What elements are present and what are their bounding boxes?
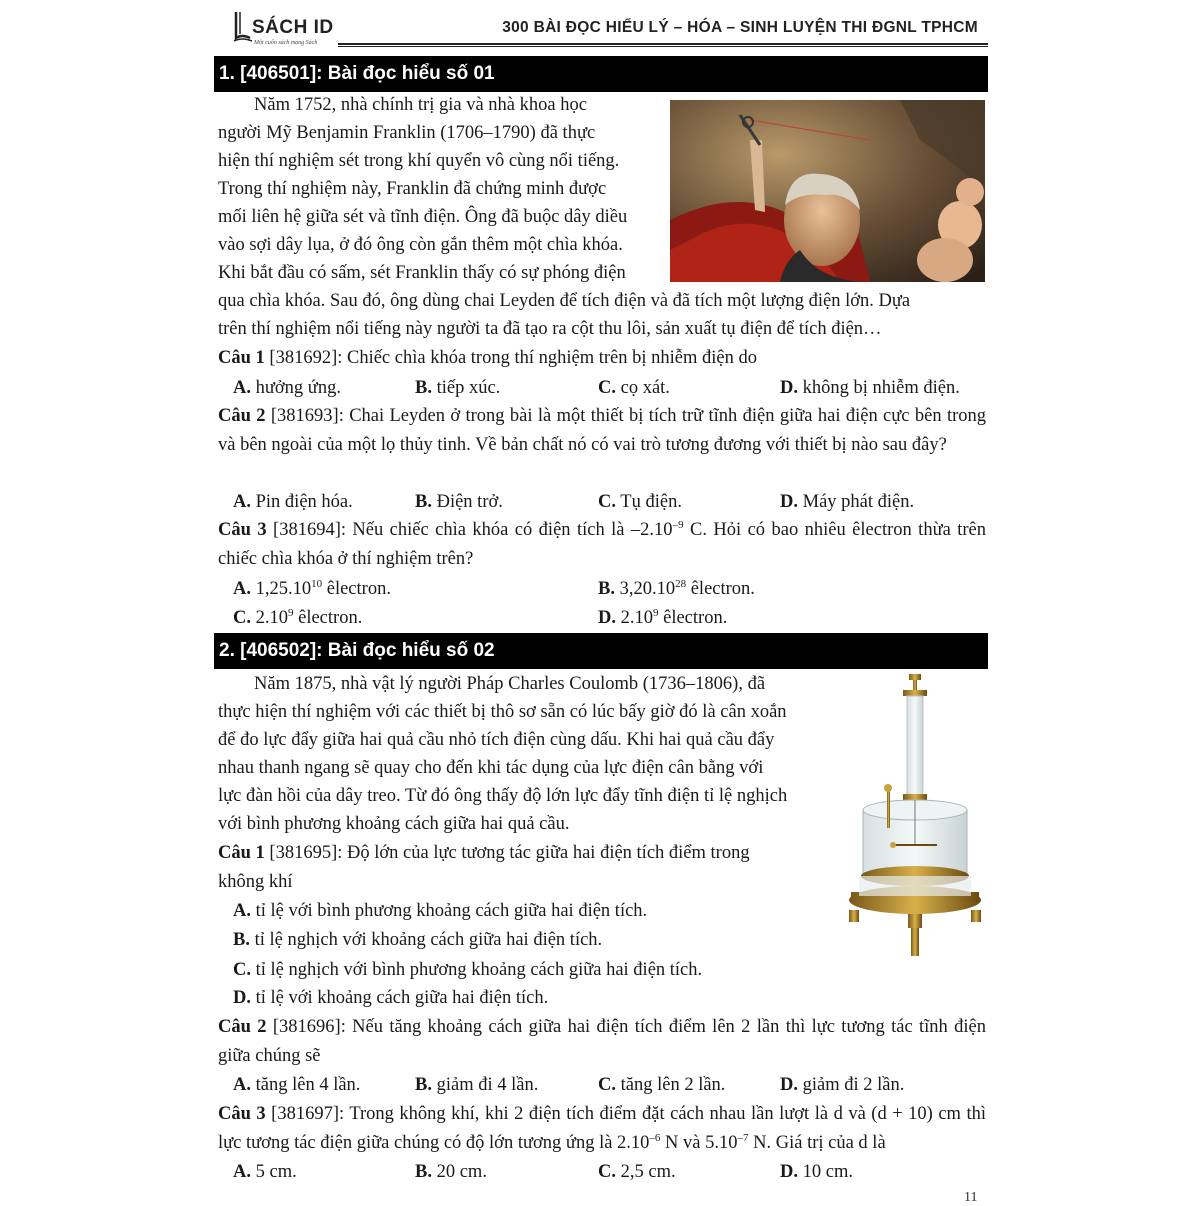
franklin-painting-image: [670, 100, 985, 282]
passage-line: vào sợi dây lụa, ở đó ông còn gắn thêm một chìa khóa.: [218, 235, 623, 255]
question-1-3-options-row1: [233, 575, 993, 603]
exponent: –7: [737, 1131, 749, 1144]
question-1-3-options-row2: [233, 604, 993, 632]
answer-option-d[interactable]: D. Máy phát điện.: [780, 492, 915, 512]
answer-option-b[interactable]: B. 3,20.10$^{28}$ êlectron.: [598, 577, 755, 599]
header-divider: [338, 43, 988, 45]
answer-option-b[interactable]: B. giảm đi 4 lần.: [415, 1075, 539, 1095]
exponent: –6: [649, 1131, 661, 1144]
answer-option-a[interactable]: A. Pin điện hóa.: [233, 492, 353, 512]
answer-option-b[interactable]: B. 20 cm.: [415, 1162, 487, 1182]
passage-line: Khi bắt đầu có sấm, sét Franklin thấy có sự phóng điện: [218, 263, 626, 283]
question-1-1-options: [233, 374, 993, 402]
question-1-3: [218, 516, 986, 573]
answer-option-a[interactable]: A. tăng lên 4 lần.: [233, 1075, 361, 1095]
passage-line: người Mỹ Benjamin Franklin (1706–1790) đã thực: [218, 123, 596, 143]
question-label: Câu 3: [218, 520, 267, 540]
question-text: [381697]: Trong không khí, khi 2 điện tích điểm đặt cách nhau lần lượt là d và (d + 10) cm thì lực tương tác điện giữa chúng có độ lớn tương ứng là 2.10: [218, 1104, 986, 1153]
page-number: 11: [964, 1190, 978, 1205]
book-title: 300 BÀI ĐỌC HIỂU LÝ – HÓA – SINH LUYỆN THI ĐGNL TPHCM: [502, 19, 978, 36]
section-2-passage: [218, 670, 835, 838]
question-text: [381693]: Chai Leyden ở trong bài là một thiết bị tích trữ tĩnh điện giữa hai điện cực bên trong và bên ngoài của một lọ thủy tinh. Về bản chất nó có vai trò tương đương với thiết bị nào sau đây?: [218, 406, 986, 455]
answer-option-c[interactable]: C. 2,5 cm.: [598, 1162, 676, 1182]
answer-option-b[interactable]: B. tỉ lệ nghịch với khoảng cách giữa hai điện tích.: [233, 930, 603, 950]
question-2-3-options: [233, 1158, 993, 1186]
passage-line: hiện thí nghiệm sét trong khí quyển vô cùng nổi tiếng.: [218, 151, 620, 171]
answer-option-a[interactable]: A. tỉ lệ với bình phương khoảng cách giữa hai điện tích.: [233, 901, 648, 921]
passage-line: Năm 1752, nhà chính trị gia và nhà khoa học: [254, 95, 587, 115]
answer-option-c[interactable]: C. tỉ lệ nghịch với bình phương khoảng cách giữa hai điện tích.: [233, 960, 703, 980]
question-text: [381695]: Độ lớn của lực tương tác giữa hai điện tích điểm trong: [264, 843, 750, 863]
header-divider-thin: [338, 46, 988, 47]
passage-line: nhau thanh ngang sẽ quay cho đến khi tác dụng của lực điện cân bằng với: [218, 758, 764, 778]
section-1-passage-top: [218, 91, 656, 287]
question-text: [381696]: Nếu tăng khoảng cách giữa hai điện tích điểm lên 2 lần thì lực tương tác tĩnh điện giữa chúng sẽ: [218, 1017, 987, 1066]
question-text-end: N. Giá trị của d là: [748, 1132, 886, 1153]
logo-name: SÁCH ID: [252, 17, 334, 38]
section-1-passage-bottom: [218, 287, 986, 343]
question-text: [381694]: Nếu chiếc chìa khóa có điện tích là –2.10: [266, 520, 673, 540]
passage-line: thực hiện thí nghiệm với các thiết bị thô sơ sẵn có lúc bấy giờ đó là cân xoắn: [218, 702, 787, 722]
question-1-1: [218, 344, 986, 373]
torsion-balance-image: [845, 670, 985, 962]
passage-line: với bình phương khoảng cách giữa hai quả cầu.: [218, 814, 570, 834]
passage-line: mối liên hệ giữa sét và tĩnh điện. Ông đã buộc dây diều: [218, 207, 628, 227]
answer-option-d[interactable]: D. 10 cm.: [780, 1162, 853, 1182]
answer-option-b[interactable]: B. tiếp xúc.: [415, 378, 501, 398]
question-text: [381692]: Chiếc chìa khóa trong thí nghiệm trên bị nhiễm điện do: [264, 348, 757, 368]
passage-line: để đo lực đẩy giữa hai quả cầu nhỏ tích điện cùng dấu. Khi hai quả cầu đẩy: [218, 730, 775, 750]
question-1-2-options: [233, 488, 993, 516]
question-label: Câu 2: [218, 406, 266, 426]
answer-option-d[interactable]: D. giảm đi 2 lần.: [780, 1075, 905, 1095]
passage-line: lực đàn hồi của dây treo. Từ đó ông thấy độ lớn lực đẩy tĩnh điện tỉ lệ nghịch: [218, 786, 788, 806]
answer-option-a[interactable]: A. hưởng ứng.: [233, 378, 341, 398]
question-2-2: [218, 1013, 986, 1070]
exponent: –9: [672, 518, 684, 531]
answer-option-d[interactable]: D. tỉ lệ với khoảng cách giữa hai điện tích.: [233, 988, 549, 1008]
answer-option-c[interactable]: C. 2.10$^9$ êlectron.: [233, 606, 363, 628]
section-1-title: 1. [406501]: Bài đọc hiểu số 01: [214, 56, 988, 92]
answer-option-a[interactable]: A. 5 cm.: [233, 1162, 297, 1182]
question-text-cont: C. Hỏi có bao nhiêu êlectron thừa trên chiếc chìa khóa ở thí nghiệm trên?: [218, 520, 987, 569]
question-label: Câu 1: [218, 843, 265, 863]
section-2-title: 2. [406502]: Bài đọc hiểu số 02: [214, 633, 988, 669]
question-label: Câu 1: [218, 348, 265, 368]
answer-option-a[interactable]: A. 1,25.10$^{10}$ êlectron.: [233, 577, 391, 599]
answer-option-c[interactable]: C. Tụ điện.: [598, 492, 682, 512]
question-2-1: [218, 839, 835, 896]
logo-tagline: Một cuốn sách mạng Sách: [254, 40, 318, 46]
passage-line: Năm 1875, nhà vật lý người Pháp Charles Coulomb (1736–1806), đã: [254, 674, 766, 694]
passage-line: Trong thí nghiệm này, Franklin đã chứng minh được: [218, 179, 607, 199]
question-2-2-options: [233, 1071, 993, 1099]
question-text-cont: không khí: [218, 871, 293, 892]
publisher-logo: [232, 10, 342, 44]
answer-option-c[interactable]: C. cọ xát.: [598, 378, 670, 398]
answer-option-d[interactable]: D. không bị nhiễm điện.: [780, 378, 960, 398]
answer-option-c[interactable]: C. tăng lên 2 lần.: [598, 1075, 726, 1095]
answer-option-d[interactable]: D. 2.10$^9$ êlectron.: [598, 606, 728, 628]
passage-line: trên thí nghiệm nổi tiếng này người ta đã tạo ra cột thu lôi, sản xuất tụ điện để tích điện…: [218, 319, 882, 339]
question-label: Câu 2: [218, 1017, 267, 1037]
question-2-3: [218, 1100, 986, 1157]
book-logo-icon: [232, 10, 254, 44]
question-label: Câu 3: [218, 1104, 266, 1124]
question-text-cont: N và 5.10: [660, 1132, 738, 1153]
question-1-2: [218, 402, 986, 459]
passage-line: qua chìa khóa. Sau đó, ông dùng chai Leyden để tích điện và đã tích một lượng điện lớn. Dựa: [218, 291, 911, 311]
answer-option-b[interactable]: B. Điện trở.: [415, 492, 503, 512]
